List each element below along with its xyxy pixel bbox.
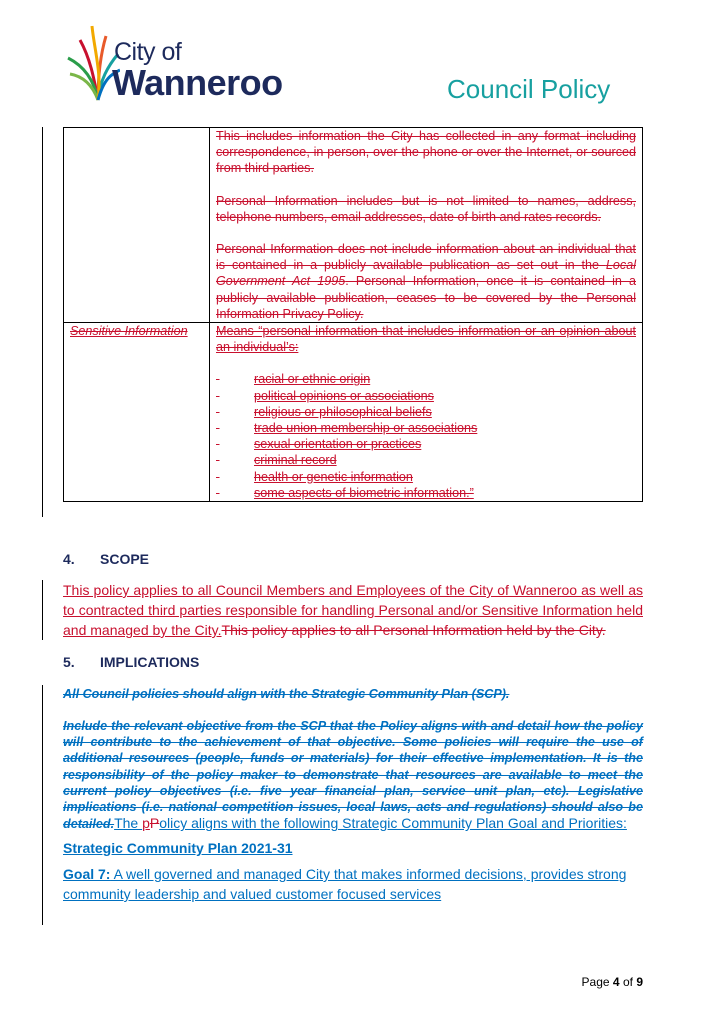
strategic-plan-title: Strategic Community Plan 2021-31 xyxy=(63,840,293,856)
term-cell xyxy=(64,128,210,323)
policy-title: Council Policy xyxy=(447,74,611,104)
deleted-guidance: Include the relevant objective from the SCP that the Policy aligns with and detail how the policy will contribute to the achievement of that objective. Some policies will require the use of additional resources (people, funds or materials) for their effective implementation. It is the responsibility of the policy maker to demonstrate that resources are available to meet the current policy objectives (i.e. five year financial plan, service unit plan, etc). Legislative implications (i.e. national competition issues, local laws, acts and regulations) should also be detailed. xyxy=(63,719,643,832)
city-of-wanneroo-logo xyxy=(64,18,294,104)
term-cell xyxy=(64,323,210,502)
section-heading-scope: 4. SCOPE xyxy=(63,551,150,567)
list-item: sexual orientation or practices xyxy=(254,437,422,452)
list-item: some aspects of biometric information.” xyxy=(254,485,474,500)
definition-paragraph: This includes information the City has collected in any format including correspondence, in person, over the phone or over the Internet, or sourced from third parties. xyxy=(216,129,636,176)
list-item: criminal record xyxy=(254,453,337,468)
definition-paragraph: Personal Information includes but is not limited to names, address, telephone numbers, email addresses, date of birth and rates records. xyxy=(216,193,636,224)
bullet-list xyxy=(216,371,636,501)
logo-line-1: City of xyxy=(114,38,182,66)
definition-cell xyxy=(210,323,643,502)
section-heading-implications: 5. IMPLICATIONS xyxy=(63,654,200,670)
list-item: trade union membership or associations xyxy=(254,421,478,436)
definition-paragraph: Personal Information does not include information about an individual that is contained in a publicly available publication as set out in the Local Government Act 1995. Personal Information, once it is contained in a publicly available publication, ceases to be covered by the Personal Information Privacy Policy. xyxy=(216,242,636,321)
goal-statement xyxy=(63,864,643,904)
scope-paragraph xyxy=(63,580,643,640)
table-row xyxy=(64,128,643,323)
change-bar xyxy=(42,685,43,925)
logo-line-2: Wanneroo xyxy=(112,62,283,103)
change-bar xyxy=(42,127,43,517)
implications-note: All Council policies should align with the Strategic Community Plan (SCP). xyxy=(63,687,510,701)
list-item: political opinions or associations xyxy=(254,388,434,403)
change-bar xyxy=(42,580,43,640)
table-row xyxy=(64,323,643,502)
page-number: Page 4 of 9 xyxy=(581,975,643,989)
deleted-text: This policy applies to all Personal Information held by the City. xyxy=(221,622,606,638)
definition-cell xyxy=(210,128,643,323)
list-item: racial or ethnic origin xyxy=(254,372,371,387)
list-item: health or genetic information xyxy=(254,469,413,484)
list-item: religious or philosophical beliefs xyxy=(254,404,432,419)
implications-paragraph: Include the relevant objective from the SCP that the Policy aligns with and detail how the policy will contribute to the achievement of that objective. Some policies will require the use of additional resources (people, funds or materials) for their effective implementation. It is the responsibility of the policy maker to demonstrate that resources are available to meet the current policy objectives (i.e. five year financial plan, service unit plan, etc). Legislative implications (i.e. national competition issues, local laws, acts and regulations) should also be detailed.The pPolicy aligns with the following Strategic Community Plan Goal and Priorities: xyxy=(63,719,643,832)
goal-text: A well governed and managed City that makes informed decisions, provides strong community leadership and valued customer focused services xyxy=(63,866,627,902)
term-label: Sensitive Information xyxy=(70,324,188,339)
definitions-table xyxy=(63,127,643,502)
goal-label: Goal 7: xyxy=(63,866,111,882)
inserted-text: This policy applies to all Council Members and Employees of the City of Wanneroo as well as to contracted third parties responsible for handling Personal and/or Sensitive Information held and managed by the City. xyxy=(63,582,643,638)
definition-intro: Means “personal information that includes information or an opinion about an individual’s: xyxy=(216,324,636,355)
